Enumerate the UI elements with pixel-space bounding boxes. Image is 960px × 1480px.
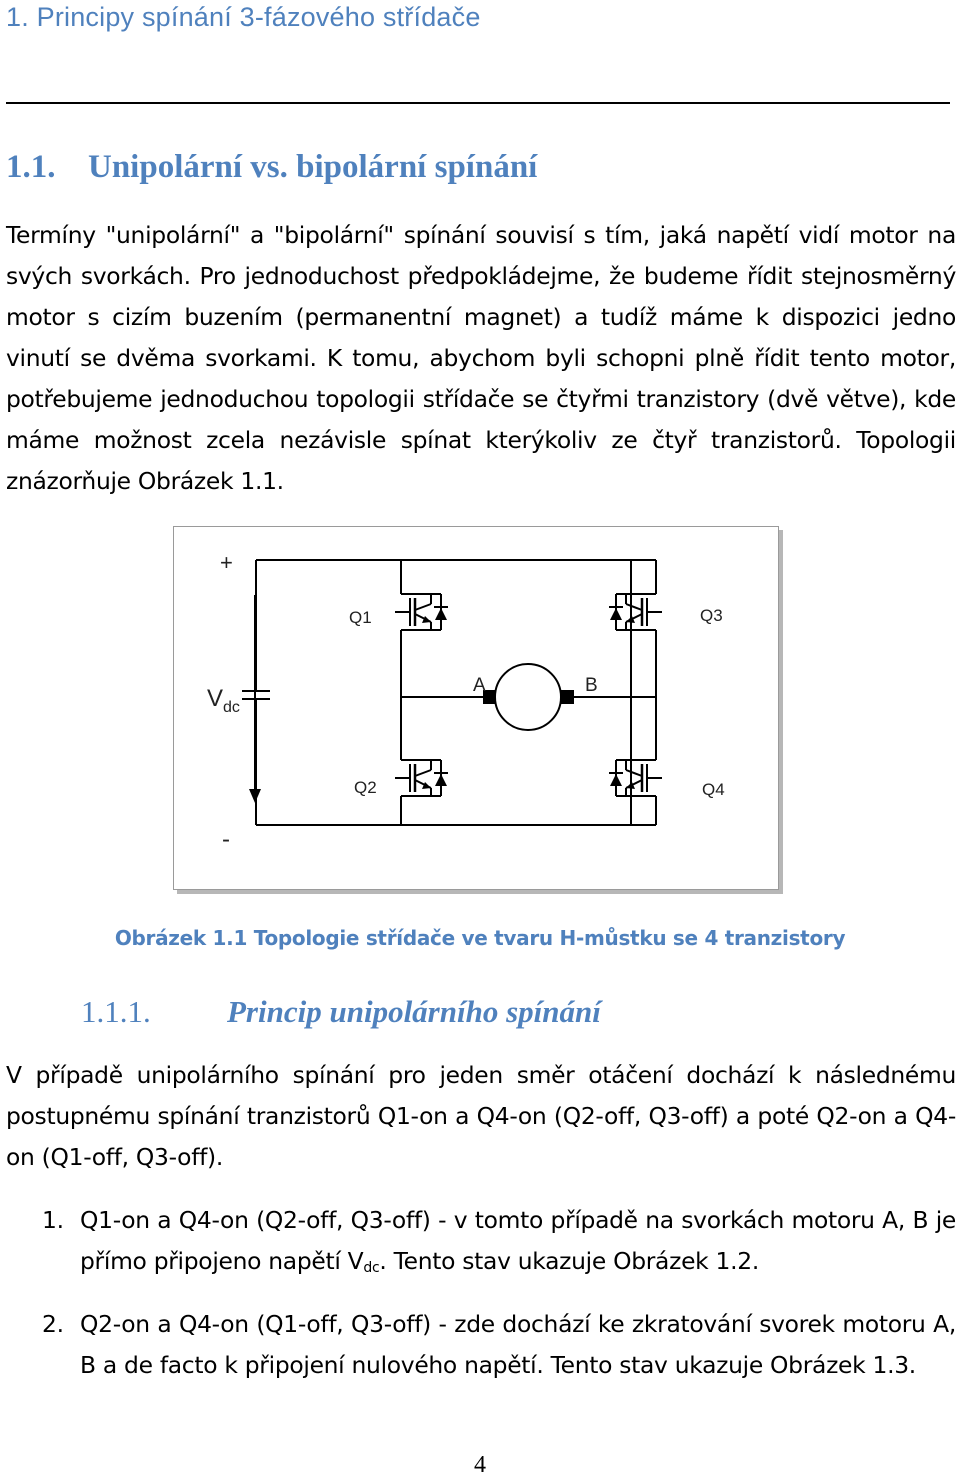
list-marker: 1. xyxy=(42,1206,64,1234)
node-b-label: B xyxy=(585,675,598,696)
section-title: Unipolární vs. bipolární spínání xyxy=(88,149,538,185)
transistor-q4 xyxy=(609,742,662,814)
page-number: 4 xyxy=(474,1452,486,1478)
intro-paragraph: Termíny "unipolární" a "bipolární" spínání souvisí s tím, jaká napětí vidí motor na svých svorkách. Pro jednoduchost předpokládejme, že budeme řídit stejnosměrný motor s cizím buzením (permanentní magnet) a tudíž máme k dispozici jedno vinutí se dvěma svorkami. K tomu, abychom byli schopni plně řídit tento motor, potřebujeme jednoduchou topologii střídače se čtyřmi tranzistory (dvě větve), kde máme možnost zcela nezávisle spínat kterýkoliv ze čtyř tranzistorů. Topologii znázorňuje Obrázek 1.1. xyxy=(6,221,956,495)
body-paragraph: V případě unipolárního spínání pro jeden směr otáčení dochází k následnému postupnému spínání tranzistorů Q1-on a Q4-on (Q2-off, Q3-off) a poté Q2-on a Q4-on (Q1-off, Q3-off). xyxy=(6,1061,956,1171)
section-number: 1.1. xyxy=(6,149,56,185)
q1-label: Q1 xyxy=(349,608,372,627)
list-item xyxy=(6,1304,956,1386)
figure-caption: Obrázek 1.1 Topologie střídače ve tvaru H-můstku se 4 tranzistory xyxy=(114,926,846,950)
list-marker: 2. xyxy=(42,1310,64,1338)
list-text: Q2-on a Q4-on (Q1-off, Q3-off) - zde dochází ke zkratování svorek motoru A, B a de facto k připojení nulového napětí. Tento stav ukazuje Obrázek 1.3. xyxy=(80,1310,956,1379)
state-list-item-1 xyxy=(6,1200,956,1282)
voltage-arrow xyxy=(249,789,261,803)
section-heading xyxy=(6,149,537,186)
chapter-heading: 1. Principy spínání 3-fázového střídače xyxy=(6,2,481,32)
state-list-item-2 xyxy=(6,1304,956,1386)
subsection-heading xyxy=(81,994,601,1030)
subscript: dc xyxy=(363,1260,380,1276)
transistor-q2 xyxy=(395,742,448,814)
q2-label: Q2 xyxy=(354,778,377,797)
transistor-q3 xyxy=(609,576,662,648)
subsection-title: Princip unipolárního spínání xyxy=(227,994,601,1029)
q4-label: Q4 xyxy=(702,780,725,799)
h-bridge-diagram xyxy=(174,527,778,889)
vdc-label: $V_{dc}$ xyxy=(207,685,240,716)
node-a-label: A xyxy=(473,675,486,696)
plus-label: + xyxy=(220,550,233,575)
q3-label: Q3 xyxy=(700,606,723,625)
subsection-number: 1.1.1. xyxy=(81,994,151,1029)
h-bridge-figure xyxy=(173,526,779,890)
minus-label: - xyxy=(222,826,230,853)
transistor-q1 xyxy=(395,576,448,648)
list-text: Q1-on a Q4-on (Q2-off, Q3-off) - v tomto případě na svorkách motoru A, B je přímo připojeno napětí V xyxy=(80,1206,956,1275)
list-item xyxy=(6,1200,956,1282)
heading-rule xyxy=(6,102,950,104)
list-text-end: . Tento stav ukazuje Obrázek 1.2. xyxy=(379,1247,759,1275)
motor-symbol xyxy=(495,664,561,730)
